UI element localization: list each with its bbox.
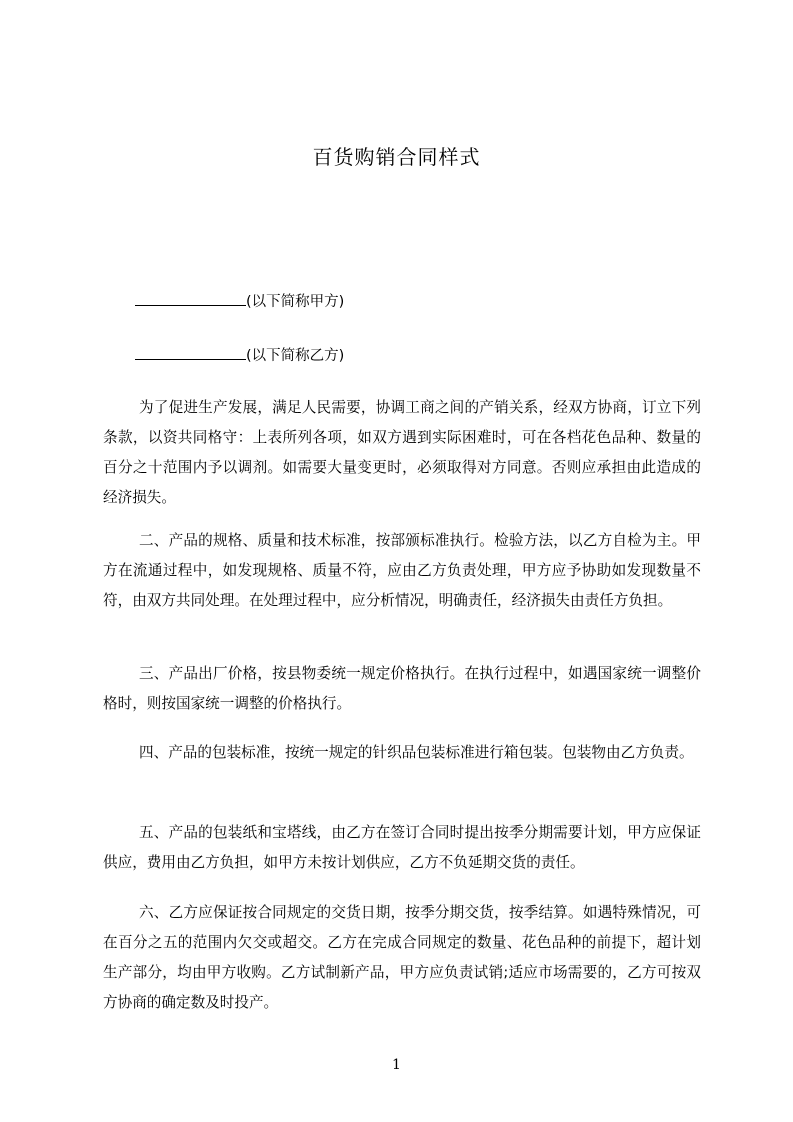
party-b-blank <box>135 345 246 360</box>
party-b-label: (以下简称乙方) <box>246 348 345 364</box>
paragraph-clause-2: 二、产品的规格、质量和技术标准，按部颁标准执行。检验方法，以乙方自检为主。甲方在流通过程中，如发现规格、质量不符，应由乙方负责处理，甲方应予协助如发现数量不符，由双方共同处理。在处理过程中，应分析情况，明确责任，经济损失由责任方负担。 <box>103 532 701 609</box>
party-a-label: (以下简称甲方) <box>246 294 345 310</box>
document-title: 百货购销合同样式 <box>312 145 481 169</box>
party-a-line <box>135 291 344 312</box>
paragraph-clause-5: 五、产品的包装纸和宝塔线，由乙方在签订合同时提出按季分期需要计划，甲方应保证供应，费用由乙方负担，如甲方未按计划供应，乙方不负延期交货的责任。 <box>103 824 701 871</box>
party-a-blank <box>135 291 246 306</box>
paragraph-clause-4: 四、产品的包装标准，按统一规定的针织品包装标准进行箱包装。包装物由乙方负责。 <box>139 744 694 761</box>
party-b-line <box>135 345 344 366</box>
page-number: 1 <box>392 1057 401 1073</box>
paragraph-clause-3: 三、产品出厂价格，按县物委统一规定价格执行。在执行过程中，如遇国家统一调整价格时，则按国家统一调整的价格执行。 <box>103 665 701 712</box>
paragraph-preamble: 为了促进生产发展，满足人民需要，协调工商之间的产销关系，经双方协商，订立下列条款，以资共同格守：上表所列各项，如双方遇到实际困难时，可在各档花色品种、数量的百分之十范围内予以调剂。如需要大量变更时，必须取得对方同意。否则应承担由此造成的经济损失。 <box>103 399 701 506</box>
paragraph-clause-6: 六、乙方应保证按合同规定的交货日期，按季分期交货，按季结算。如遇特殊情况，可在百分之五的范围内欠交或超交。乙方在完成合同规定的数量、花色品种的前提下，超计划生产部分，均由甲方收购。乙方试制新产品，甲方应负责试销;适应市场需要的，乙方可按双方协商的确定数及时投产。 <box>103 904 701 1011</box>
